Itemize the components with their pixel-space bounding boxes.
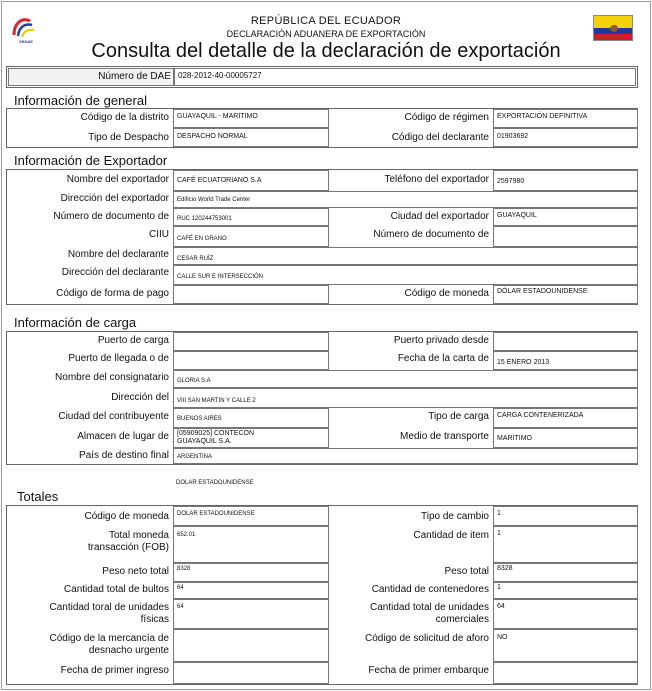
exportador-telefono-value: 2597980 [497,178,525,185]
total-fob-label-line-2: transacción (FOB) [87,542,169,553]
unidades-comerciales-label-line-2: comerciales [435,614,489,625]
bultos-label: Cantidad total de bultos [63,584,169,595]
totales-moneda-value: DOLAR ESTADOUNIDENSE [177,511,255,517]
consignatario-direccion-value: VIII SAN MARTIN Y CALLE 2 [177,398,256,404]
header-line-2: DECLARACIÓN ADUANERA DE EXPORTACIÓN [226,29,426,39]
pais-destino-value: ARGENTINA [177,454,213,460]
exportador-moneda-value: DÓLAR ESTADOUNIDENSE [497,288,588,295]
ciiu-value: CAFÉ EN GRANO [177,236,227,242]
peso-total-value: 8328 [497,565,513,572]
tipo-cambio-label: Tipo de cambio [421,511,489,522]
exportador-direccion-label: Dirección del exportador [60,193,169,204]
exportador-nombre-value: CAFÉ ECUATORIANO S.A [177,177,262,184]
exportador-documento-label: Número de documento de [53,211,169,222]
bultos-value: 64 [177,585,184,591]
unidades-fisicas-label-line-1: Cantidad toral de unidades [49,602,169,613]
exportador-ciudad-label: Ciudad del exportador [390,211,489,222]
exportador-moneda-label: Código de moneda [404,288,489,299]
ecuador-flag-icon [593,15,633,41]
declarante-code-value: 01903692 [497,133,529,140]
page-title: Consulta del detalle de la declaración de exportación [91,40,561,62]
numdoc2-label: Número de documento de [373,229,489,240]
consignatario-direccion-label: Dirección del [111,392,169,403]
mercancia-urgente-label-line-1: Código de la mercancía de [49,633,169,644]
ciudad-contribuyente-label: Ciudad del contribuyente [58,411,169,422]
peso-total-label: Peso total [444,566,489,577]
almacen-label: Almacen de lugar de [77,431,169,442]
section-exportador-title: Información de Exportador [14,153,168,168]
regimen-label: Código de régimen [404,112,489,123]
forma-pago-label: Código de forma de pago [56,288,169,299]
general-table [6,108,638,148]
dae-table [6,66,638,88]
puerto-privado-label: Puerto privado desde [393,335,489,346]
unidades-comerciales-label-line-1: Cantidad total de unidades [370,602,489,613]
puerto-carga-label: Puerto de carga [97,335,169,346]
almacen-value-line-1: [05909025] CONTECON [177,430,255,437]
exportador-documento-value: RUC 120244753001 [177,216,232,222]
despacho-value: DESPACHO NORMAL [177,133,248,140]
puerto-llegada-label: Puerto de llegada o de [68,353,169,364]
tipo-carga-value: CARGA CONTENERIZADA [497,412,584,419]
unidades-comerciales-value: 64 [497,603,505,610]
consignatario-label: Nombre del consignatario [55,372,169,383]
section-totales-title: Totales [17,489,59,504]
exportador-ciudad-value: GUAYAQUIL [497,212,537,219]
declarante-code-label: Código del declarante [391,132,489,143]
dae-label: Número de DAE [98,71,171,82]
exportador-nombre-label: Nombre del exportador [66,174,169,185]
totales-moneda-label: Código de moneda [84,511,169,522]
medio-transporte-label: Medio de transporte [400,431,489,442]
totales-table [6,505,638,685]
pais-destino-label: País de destino final [78,450,169,461]
direccion-declarante-value: CALLE SUR E INTERSECCIÓN [177,274,264,280]
peso-neto-value: 8328 [177,566,191,572]
exportador-direccion-value: Edificio World Trade Center [177,197,251,203]
despacho-label: Tipo de Despacho [88,132,169,143]
fecha-ingreso-label: Fecha de primer ingreso [60,665,169,676]
regimen-value: EXPORTACIÓN DEFINITIVA [497,113,588,120]
almacen-value-line-2: GUAYAQUIL S.A. [177,438,232,445]
cantidad-item-label: Cantidad de item [413,530,489,541]
dae-value: 028-2012-40-00005727 [178,71,262,80]
cantidad-item-value: 1 [497,530,501,537]
contenedores-label: Cantidad de contenedores [371,584,489,595]
unidades-fisicas-value: 64 [177,604,184,610]
unidades-fisicas-label-line-2: físicas [140,614,169,625]
fecha-embarque-label: Fecha de primer embarque [368,665,489,676]
section-general-title: Información de general [14,93,147,108]
medio-transporte-value: MARITIMO [497,435,532,442]
nombre-declarante-label: Nombre del declarante [67,249,169,260]
distrito-label: Código de la distrito [80,112,169,123]
direccion-declarante-label: Dirección del declarante [61,267,169,278]
total-fob-value: 652.01 [177,532,196,538]
exportador-table [6,169,638,305]
solicitud-aforo-label: Código de solicitud de aforo [365,633,489,644]
mercancia-urgente-label-line-2: desnacho urgente [88,645,169,656]
header [0,0,652,64]
fecha-carta-label: Fecha de la carta de [397,353,489,364]
consignatario-value: GLORIA S.A [177,378,211,384]
tipo-carga-label: Tipo de carga [428,411,489,422]
section-carga-title: Información de carga [14,315,137,330]
solicitud-aforo-value: NO [497,634,508,641]
loose-currency-text: DOLAR ESTADOUNIDENSE [176,480,254,486]
ciudad-contribuyente-value: BUENOS AIRES [177,416,222,422]
total-fob-label-line-1: Total moneda [108,530,169,541]
logo-text: SENAE [19,39,33,44]
carga-table [6,331,638,465]
fecha-carta-value: 15 ENERO 2013 [497,359,550,366]
contenedores-value: 1 [497,584,501,591]
distrito-value: GUAYAQUIL - MARITIMO [177,113,258,120]
nombre-declarante-value: CESAR RUÍZ [177,256,214,262]
tipo-cambio-value: 1 [497,510,501,517]
ciiu-label: CIIU [149,229,169,240]
exportador-telefono-label: Teléfono del exportador [384,174,489,185]
header-line-1: REPÚBLICA DEL ECUADOR [250,15,402,27]
peso-neto-label: Peso neto total [102,566,169,577]
